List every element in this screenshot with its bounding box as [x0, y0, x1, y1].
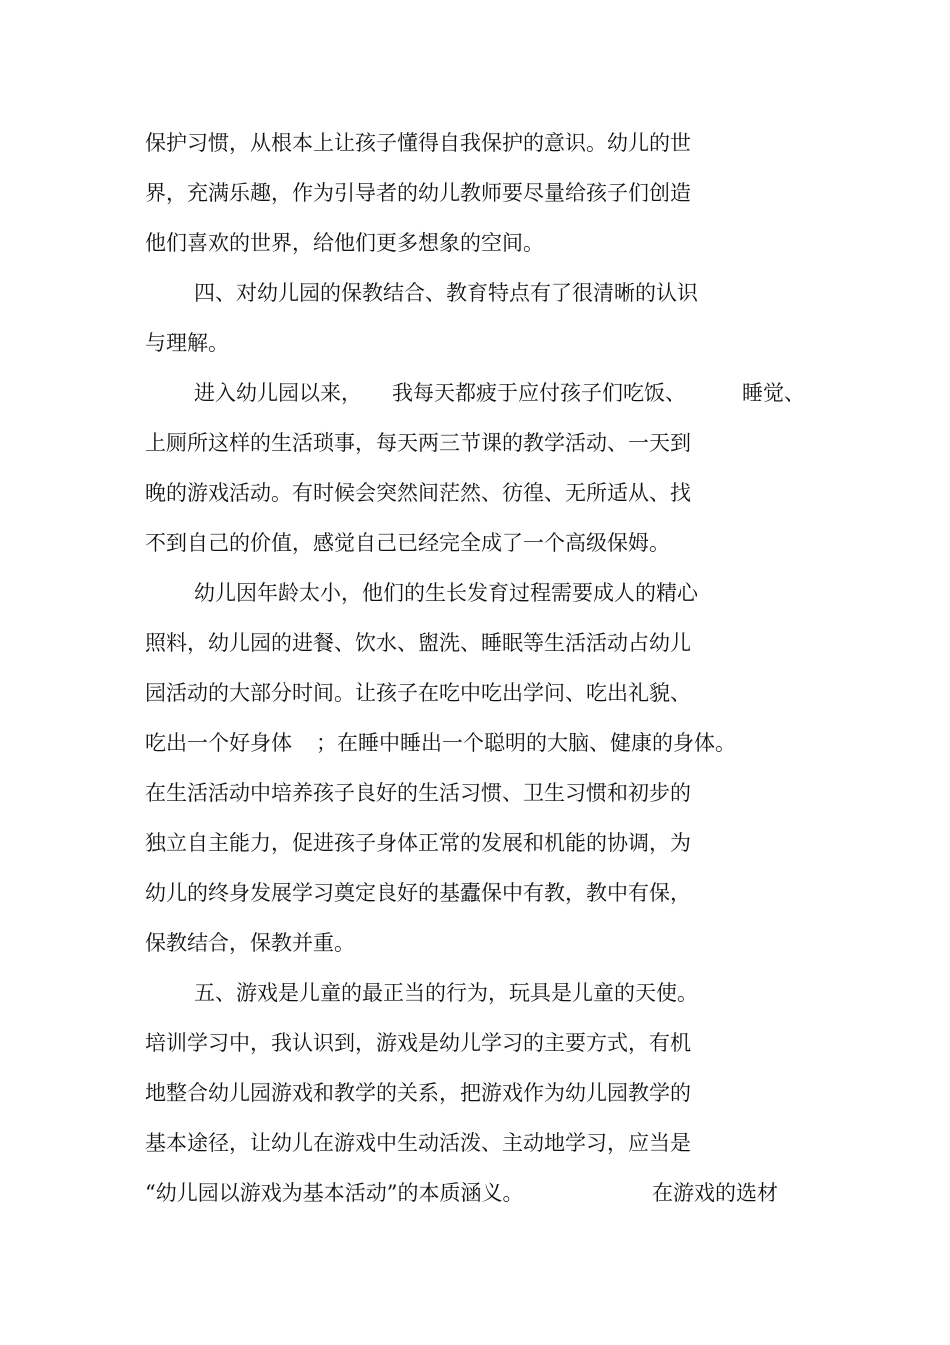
text-segment: 幼儿因年龄太小，他们的生长发育过程需要成人的精心	[194, 581, 698, 605]
text-segment: 培训学习中，我认识到，游戏是幼儿学习的主要方式，有机	[145, 1031, 691, 1055]
text-segment: 不到自己的价值，感觉自己已经完全成了一个高级保姆。	[145, 531, 670, 555]
text-segment: 五、游戏是儿童的最正当的行为，玩具是儿童的天使。	[194, 981, 698, 1005]
text-segment: 睡觉、	[742, 381, 805, 405]
text-segment: 基本途径，让幼儿在游戏中生动活泼、主动地学习，应当是	[145, 1131, 691, 1155]
text-segment: 在游戏的选材	[652, 1181, 778, 1205]
text-segment: 保护习惯，从根本上让孩子懂得自我保护的意识。幼儿的世	[145, 131, 691, 155]
text-segment: 独立自主能力，促进孩子身体正常的发展和机能的协调，为	[145, 831, 691, 855]
text-segment: 幼儿的终身发展学习奠定良好的基蠹保中有教，教中有保，	[145, 881, 691, 905]
text-segment: 晚的游戏活动。有时候会突然间茫然、彷徨、无所适从、找	[145, 481, 691, 505]
text-segment: 与理解。	[145, 331, 229, 355]
text-segment: 保教结合，保教并重。	[145, 931, 355, 955]
text-segment: 界，充满乐趣，作为引导者的幼儿教师要尽量给孩子们创造	[145, 181, 691, 205]
text-segment: 吃出一个好身体	[145, 731, 292, 755]
text-segment: ；在睡中睡出一个聪明的大脑、健康的身体。	[316, 731, 736, 755]
text-segment: 在生活活动中培养孩子良好的生活习惯、卫生习惯和初步的	[145, 781, 691, 805]
text-segment: 地整合幼儿园游戏和教学的关系，把游戏作为幼儿园教学的	[145, 1081, 691, 1105]
text-segment: “幼儿园以游戏为基本活动”的本质涵义。	[145, 1181, 524, 1205]
text-segment: 进入幼儿园以来，	[194, 381, 362, 405]
text-segment: 他们喜欢的世界，给他们更多想象的空间。	[145, 231, 544, 255]
text-segment: 园活动的大部分时间。让孩子在吃中吃出学问、吃出礼貌、	[145, 681, 691, 705]
text-segment: 我每天都疲于应付孩子们吃饭、	[392, 381, 686, 405]
text-segment: 照料，幼儿园的进餐、饮水、盥洗、睡眠等生活活动占幼儿	[145, 631, 691, 655]
text-segment: 四、对幼儿园的保教结合、教育特点有了很清晰的认识	[194, 281, 698, 305]
text-segment: 上厕所这样的生活琐事，每天两三节课的教学活动、一天到	[145, 431, 691, 455]
